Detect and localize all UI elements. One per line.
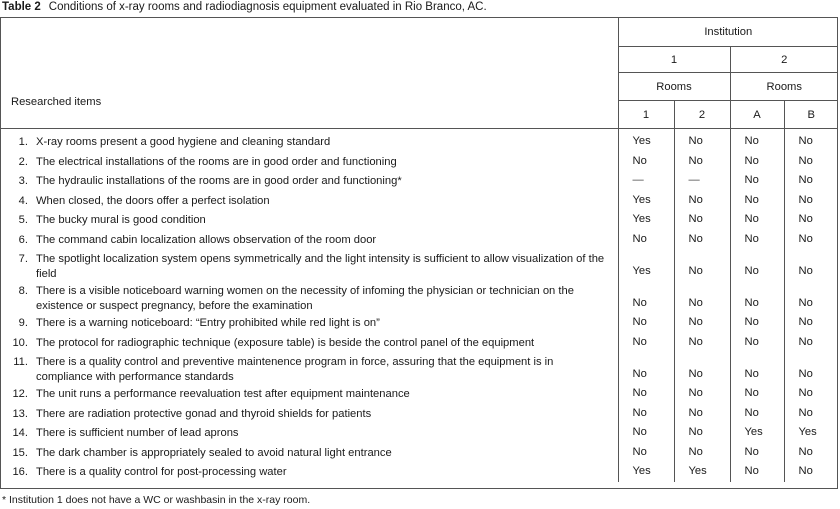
value-inst2-roomA: No — [730, 191, 784, 211]
value-inst1-room1: Yes — [618, 129, 674, 152]
value-inst1-room2: No — [674, 210, 730, 230]
value-inst1-room2: No — [674, 333, 730, 353]
item-cell — [0, 281, 618, 313]
value-inst1-room1: No — [618, 152, 674, 172]
value-inst2-roomA: Yes — [730, 423, 784, 443]
value-inst2-roomA: No — [730, 404, 784, 424]
value-inst2-roomB: No — [784, 191, 838, 211]
value-inst2-roomA: No — [730, 333, 784, 353]
value-inst1-room1: No — [618, 333, 674, 353]
item-text: The command cabin localization allows observation of the room door — [36, 233, 377, 246]
value-inst1-room2: No — [674, 313, 730, 333]
item-number: 10. — [12, 336, 28, 349]
value-inst2-roomB: No — [784, 171, 838, 191]
value-inst1-room2: No — [674, 281, 730, 313]
value-inst2-roomB: No — [784, 333, 838, 353]
value-inst1-room2: No — [674, 249, 730, 281]
table-row — [0, 281, 838, 313]
value-inst1-room1: No — [618, 443, 674, 463]
value-inst1-room2: No — [674, 191, 730, 211]
item-number: 2. — [18, 155, 28, 168]
item-text: There is a warning noticeboard: “Entry prohibited while red light is on” — [36, 317, 380, 329]
item-text: There is sufficient number of lead aprons — [36, 427, 239, 439]
item-cell — [0, 384, 618, 404]
value-inst1-room2: No — [674, 404, 730, 424]
value-inst1-room1: Yes — [618, 191, 674, 211]
institution-1-header: 1 — [618, 47, 730, 73]
item-number: 11. — [13, 356, 28, 368]
table-row — [0, 129, 838, 152]
item-number: 1. — [18, 136, 28, 148]
item-cell — [0, 171, 618, 191]
room-1-header: 1 — [618, 101, 674, 129]
item-text: The electrical installations of the rooms are in good order and functioning — [36, 155, 397, 168]
value-inst2-roomB: No — [784, 152, 838, 172]
item-number: 4. — [18, 194, 28, 207]
item-text: When closed, the doors offer a perfect isolation — [36, 194, 270, 207]
item-text: There are radiation protective gonad and thyroid shields for patients — [36, 407, 372, 420]
value-inst2-roomB: No — [784, 230, 838, 250]
room-2-header: 2 — [674, 101, 730, 129]
item-text: The hydraulic installations of the rooms are in good order and functioning* — [36, 175, 402, 187]
value-inst1-room1: No — [618, 313, 674, 333]
item-cell — [0, 404, 618, 424]
item-text: The unit runs a performance reevaluation test after equipment maintenance — [36, 388, 410, 400]
item-number: 14. — [12, 427, 28, 439]
item-cell — [0, 352, 618, 384]
item-cell — [0, 443, 618, 463]
value-inst1-room1: — — [618, 171, 674, 191]
item-cell — [0, 313, 618, 333]
item-cell — [0, 230, 618, 250]
item-number: 6. — [18, 233, 28, 246]
table-row — [0, 384, 838, 404]
table-footnote: * Institution 1 does not have a WC or washbasin in the x-ray room. — [2, 494, 311, 506]
table-row — [0, 152, 838, 172]
value-inst2-roomA: No — [730, 281, 784, 313]
value-inst2-roomB: Yes — [784, 423, 838, 443]
conditions-table — [0, 17, 838, 482]
value-inst2-roomB: No — [784, 404, 838, 424]
value-inst1-room2: No — [674, 384, 730, 404]
table-label: Table 2 — [2, 1, 41, 13]
value-inst2-roomB: No — [784, 313, 838, 333]
item-number: 16. — [12, 466, 28, 478]
table-row — [0, 210, 838, 230]
table-caption — [2, 0, 838, 16]
value-inst2-roomB: No — [784, 384, 838, 404]
table-row — [0, 171, 838, 191]
value-inst1-room1: No — [618, 230, 674, 250]
table-row — [0, 191, 838, 211]
item-number: 9. — [18, 317, 28, 329]
rooms-2-header: Rooms — [730, 73, 838, 101]
value-inst1-room1: Yes — [618, 210, 674, 230]
value-inst1-room1: No — [618, 384, 674, 404]
value-inst1-room2: No — [674, 423, 730, 443]
value-inst2-roomA: No — [730, 313, 784, 333]
item-number: 3. — [18, 175, 28, 187]
table-row — [0, 462, 838, 482]
value-inst2-roomA: No — [730, 152, 784, 172]
value-inst2-roomB: No — [784, 249, 838, 281]
institution-header: Institution — [618, 17, 838, 47]
item-text: There is a quality control and preventive maintenence program in force, assuring that the equipment is in compliance with performance standards — [36, 356, 554, 383]
value-inst2-roomB: No — [784, 352, 838, 384]
table-row — [0, 423, 838, 443]
value-inst2-roomA: No — [730, 384, 784, 404]
item-number: 8. — [18, 285, 28, 297]
value-inst2-roomA: No — [730, 443, 784, 463]
item-text: The bucky mural is good condition — [36, 214, 206, 226]
value-inst2-roomB: No — [784, 462, 838, 482]
value-inst1-room1: No — [618, 404, 674, 424]
item-cell — [0, 249, 618, 281]
table-row — [0, 404, 838, 424]
institution-2-header: 2 — [730, 47, 838, 73]
table-row — [0, 333, 838, 353]
researched-items-label: Researched items — [11, 95, 102, 108]
value-inst1-room2: — — [674, 171, 730, 191]
table-body — [0, 129, 838, 482]
table-row — [0, 443, 838, 463]
table-row — [0, 249, 838, 281]
data-table-container — [0, 17, 838, 489]
value-inst1-room1: No — [618, 281, 674, 313]
item-text: The protocol for radiographic technique (exposure table) is beside the control panel of the equipment — [36, 336, 535, 349]
item-text: The dark chamber is appropriately sealed to avoid natural light entrance — [36, 446, 392, 459]
item-cell — [0, 152, 618, 172]
item-number: 7. — [18, 253, 28, 265]
item-number: 5. — [18, 214, 28, 226]
item-text: X-ray rooms present a good hygiene and cleaning standard — [36, 136, 331, 148]
room-a-header: A — [730, 101, 784, 129]
table-row — [0, 313, 838, 333]
value-inst2-roomB: No — [784, 210, 838, 230]
item-text: There is a quality control for post-processing water — [36, 466, 287, 478]
value-inst2-roomA: No — [730, 230, 784, 250]
item-cell — [0, 210, 618, 230]
item-number: 15. — [12, 446, 28, 459]
value-inst2-roomA: No — [730, 129, 784, 152]
value-inst1-room2: No — [674, 129, 730, 152]
researched-items-header — [0, 17, 618, 129]
item-text: There is a visible noticeboard warning women on the necessity of infoming the physician or technician on the existence or suspect pregnancy, before the examination — [36, 285, 574, 312]
value-inst1-room2: No — [674, 152, 730, 172]
item-cell — [0, 333, 618, 353]
item-number: 12. — [12, 388, 28, 400]
item-cell — [0, 191, 618, 211]
value-inst2-roomB: No — [784, 129, 838, 152]
value-inst1-room1: No — [618, 352, 674, 384]
value-inst2-roomA: No — [730, 210, 784, 230]
item-cell — [0, 129, 618, 152]
item-number: 13. — [12, 407, 28, 420]
item-text: The spotlight localization system opens symmetrically and the light intensity is sufficient to allow visualization of the field — [36, 253, 605, 280]
value-inst1-room2: No — [674, 352, 730, 384]
value-inst2-roomA: No — [730, 171, 784, 191]
value-inst1-room1: No — [618, 423, 674, 443]
table-title: Conditions of x-ray rooms and radiodiagnosis equipment evaluated in Rio Branco, AC. — [48, 1, 487, 13]
value-inst1-room2: No — [674, 443, 730, 463]
value-inst2-roomB: No — [784, 443, 838, 463]
value-inst2-roomA: No — [730, 352, 784, 384]
table-row — [0, 230, 838, 250]
item-cell — [0, 423, 618, 443]
value-inst2-roomB: No — [784, 281, 838, 313]
value-inst1-room2: No — [674, 230, 730, 250]
room-b-header: B — [784, 101, 838, 129]
rooms-1-header: Rooms — [618, 73, 730, 101]
item-cell — [0, 462, 618, 482]
value-inst2-roomA: No — [730, 462, 784, 482]
value-inst1-room1: Yes — [618, 249, 674, 281]
value-inst1-room1: Yes — [618, 462, 674, 482]
value-inst2-roomA: No — [730, 249, 784, 281]
value-inst1-room2: Yes — [674, 462, 730, 482]
table-row — [0, 352, 838, 384]
